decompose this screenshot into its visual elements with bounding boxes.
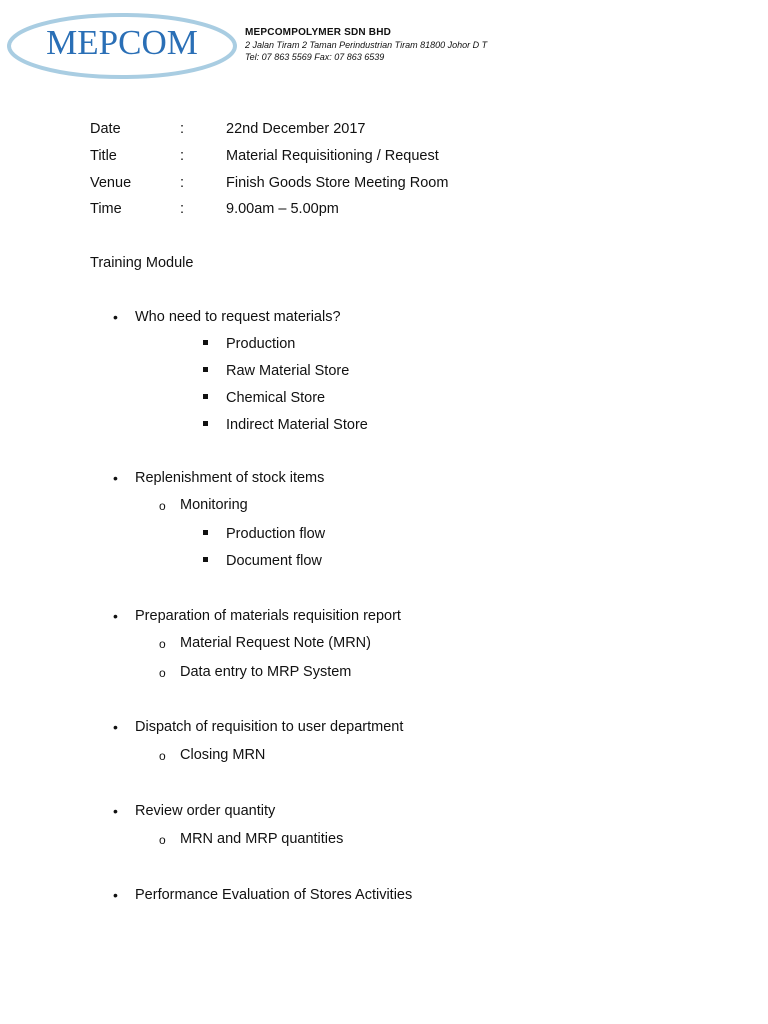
- info-colon: :: [180, 174, 185, 191]
- company-address: 2 Jalan Tiram 2 Taman Perindustrian Tiram 81800 Johor D T: [245, 40, 488, 50]
- outline-item: [226, 415, 368, 435]
- info-value: Material Requisitioning / Request: [226, 147, 439, 164]
- outline-item: [159, 633, 371, 653]
- outline-text: Performance Evaluation of Stores Activities: [135, 887, 413, 903]
- info-colon: :: [180, 121, 185, 137]
- info-colon: :: [180, 147, 185, 164]
- bullet-square-icon: [203, 394, 208, 399]
- bullet-dot-icon: •: [113, 608, 118, 624]
- outline-text: Preparation of materials requisition report: [135, 608, 401, 624]
- outline-item: [113, 468, 325, 488]
- bullet-square-icon: [203, 340, 208, 345]
- outline-text: Review order quantity: [135, 803, 276, 819]
- outline-item: [226, 388, 325, 408]
- outline-text: Document flow: [226, 553, 322, 569]
- outline-text: Indirect Material Store: [226, 417, 368, 433]
- info-value: 9.00am – 5.00pm: [226, 201, 339, 218]
- outline-item: [113, 717, 404, 737]
- outline-item: [226, 334, 295, 354]
- outline-text: Monitoring: [180, 497, 248, 513]
- outline-text: Dispatch of requisition to user department: [135, 719, 404, 735]
- info-value: 22nd December 2017: [226, 121, 366, 137]
- logo-text: MEPCOM: [46, 23, 198, 62]
- outline-text: Raw Material Store: [226, 363, 350, 379]
- info-label: Title: [90, 147, 117, 164]
- outline-text: Data entry to MRP System: [180, 664, 352, 680]
- outline-text: Material Request Note (MRN): [180, 635, 371, 651]
- bullet-dot-icon: •: [113, 803, 118, 819]
- bullet-circle-icon: o: [159, 499, 166, 513]
- training-module-heading: Training Module: [90, 255, 194, 271]
- info-label: Date: [90, 121, 121, 137]
- outline-text: Who need to request materials?: [135, 309, 341, 325]
- bullet-square-icon: [203, 421, 208, 426]
- bullet-dot-icon: •: [113, 470, 118, 486]
- bullet-square-icon: [203, 557, 208, 562]
- outline-item: [159, 829, 344, 849]
- bullet-circle-icon: o: [159, 749, 166, 763]
- outline-item: [159, 495, 248, 515]
- outline-item: [226, 551, 322, 571]
- bullet-circle-icon: o: [159, 833, 166, 847]
- company-header: [245, 27, 487, 63]
- outline-item: [226, 361, 349, 381]
- bullet-circle-icon: o: [159, 666, 166, 680]
- bullet-dot-icon: •: [113, 309, 118, 325]
- info-value: Finish Goods Store Meeting Room: [226, 174, 449, 191]
- outline-item: [113, 606, 401, 626]
- outline-text: Production: [226, 336, 296, 352]
- outline-item: [159, 662, 352, 682]
- outline-text: Chemical Store: [226, 390, 326, 406]
- info-label: Time: [90, 201, 122, 218]
- outline-text: Replenishment of stock items: [135, 470, 325, 486]
- company-contact: Tel: 07 863 5569 Fax: 07 863 6539: [245, 52, 385, 62]
- bullet-circle-icon: o: [159, 637, 166, 651]
- outline-item: [159, 745, 266, 765]
- outline-item: [113, 885, 413, 905]
- outline-text: MRN and MRP quantities: [180, 831, 344, 847]
- info-colon: :: [180, 201, 185, 218]
- bullet-square-icon: [203, 530, 208, 535]
- info-label: Venue: [90, 174, 132, 191]
- outline-text: Production flow: [226, 526, 326, 542]
- outline-text: Closing MRN: [180, 747, 266, 763]
- bullet-dot-icon: •: [113, 887, 118, 903]
- company-name: MEPCOMPOLYMER SDN BHD: [245, 27, 392, 38]
- outline-item: [113, 801, 276, 821]
- bullet-square-icon: [203, 367, 208, 372]
- bullet-dot-icon: •: [113, 719, 118, 735]
- company-logo: [6, 10, 238, 80]
- outline-item: [113, 307, 341, 327]
- outline-item: [226, 524, 325, 544]
